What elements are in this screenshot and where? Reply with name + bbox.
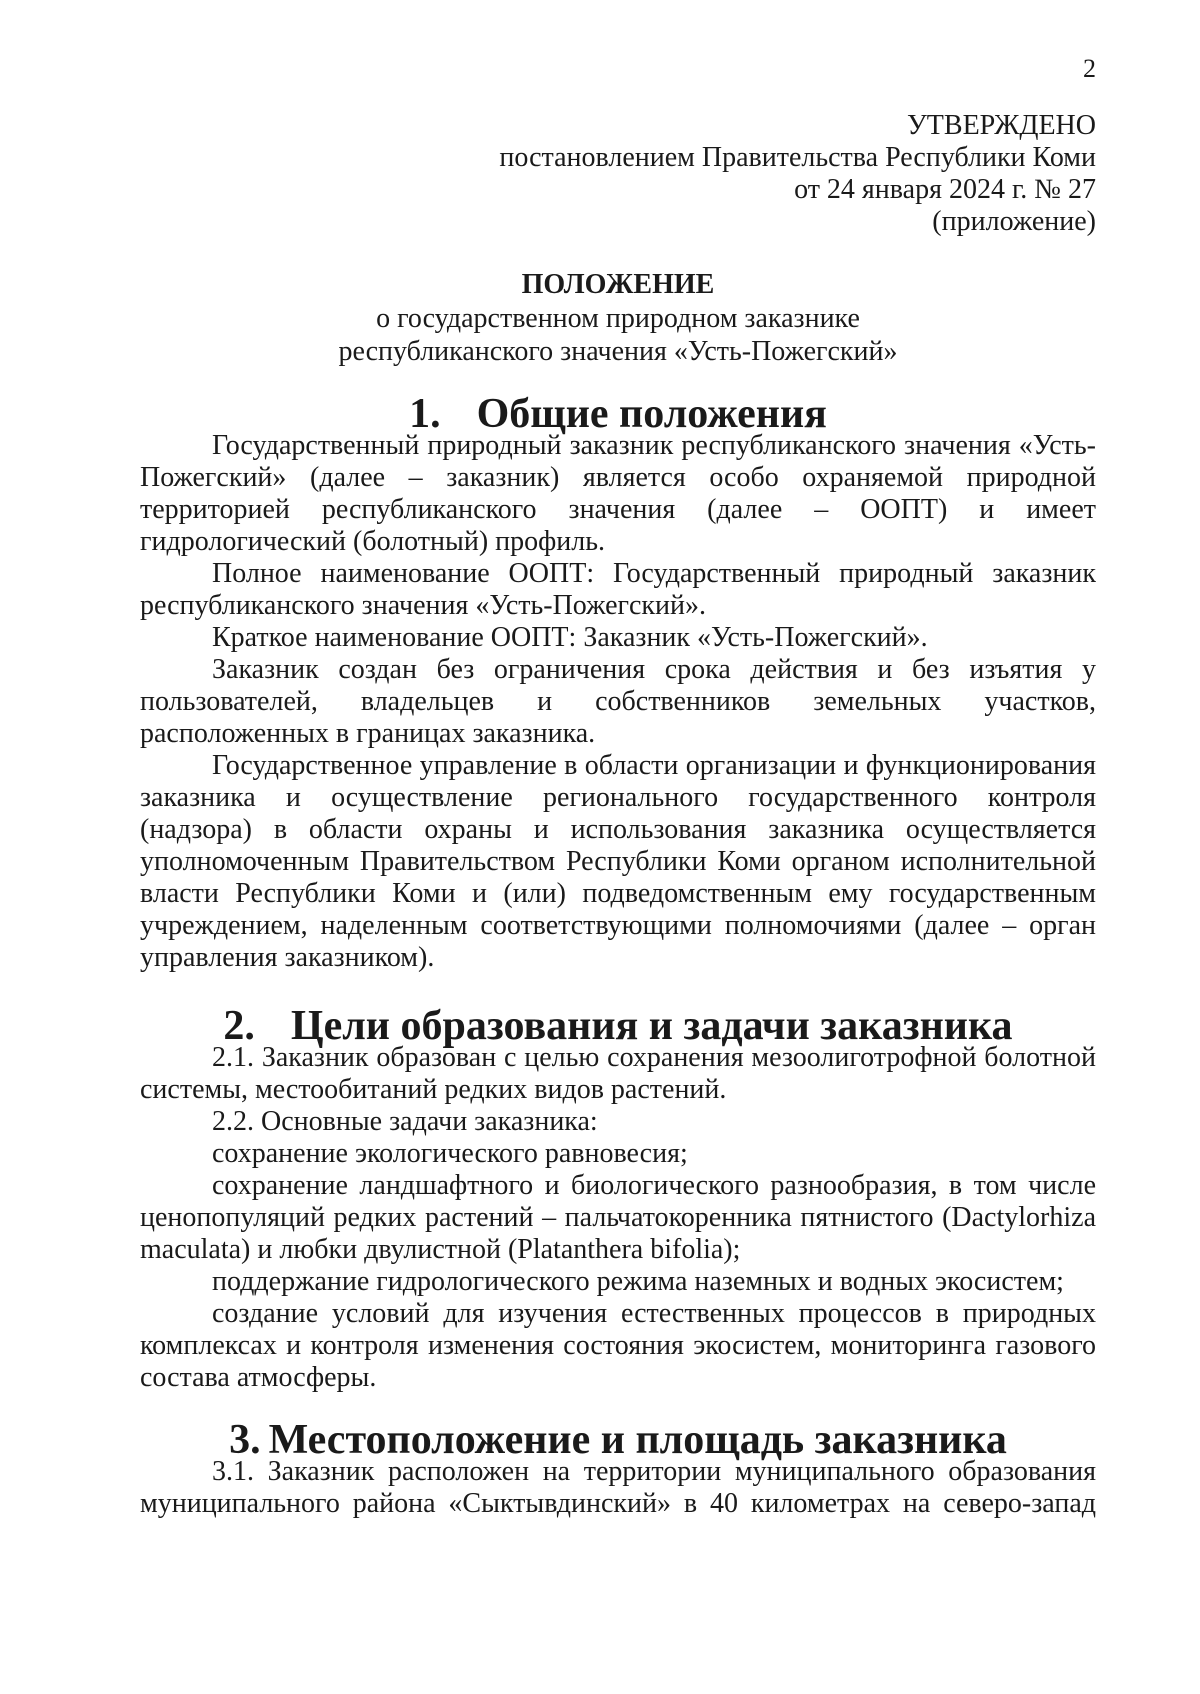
paragraph: 2.2. Основные задачи заказника: <box>212 1106 598 1137</box>
paragraph: Заказник создан без ограничения срока действия и без изъятия у пользователей, владельцев и собственников земельных участков, расположенных в границах заказника. <box>140 654 1096 749</box>
section-number: 1. <box>409 391 441 437</box>
paragraph: сохранение экологического равновесия; <box>212 1138 688 1169</box>
approval-block <box>396 110 1096 238</box>
section-heading <box>140 1417 1096 1463</box>
paragraph: 3.1. Заказник расположен на территории муниципального образования муниципального района «Сыктывдинский» в 40 километрах на северо-запад <box>140 1456 1096 1519</box>
approval-decree: постановлением Правительства Республики Коми <box>499 142 1096 173</box>
approval-date-number: от 24 января 2024 г. № 27 <box>794 174 1096 205</box>
section-heading <box>140 391 1096 437</box>
paragraph: Государственный природный заказник республиканского значения «Усть-Пожегский» (далее – заказник) является особо охраняемой природной территорией республиканского значения (далее – ООПТ) и имеет гидрологический (болотный) профиль. <box>140 430 1096 557</box>
document-title: ПОЛОЖЕНИЕ <box>521 269 715 300</box>
document-subtitle-line-2: республиканского значения «Усть-Пожегский» <box>338 336 898 367</box>
paragraph: сохранение ландшафтного и биологического разнообразия, в том числе ценопопуляций редких растений – пальчатокоренника пятнистого (Dactylorhiza maculata) и любки двулистной (Platanthera bifolia); <box>140 1170 1096 1265</box>
section-general-provisions <box>140 391 1096 974</box>
section-number: 3. <box>229 1417 261 1463</box>
section-location-and-area <box>140 1417 1096 1520</box>
section-title: Местоположение и площадь заказника <box>268 1417 1007 1463</box>
paragraph: Полное наименование ООПТ: Государственный природный заказник республиканского значения «Усть-Пожегский». <box>140 558 1096 621</box>
section-title: Общие положения <box>476 391 827 437</box>
paragraph: 2.1. Заказник образован с целью сохранения мезоолиготрофной болотной системы, местообитаний редких видов растений. <box>140 1042 1096 1105</box>
section-number: 2. <box>223 1003 255 1049</box>
page-number: 2 <box>1083 54 1096 83</box>
paragraph: поддержание гидрологического режима наземных и водных экосистем; <box>212 1266 1064 1297</box>
document-title-block <box>140 268 1096 368</box>
section-title: Цели образования и задачи заказника <box>290 1003 1013 1049</box>
paragraph: Государственное управление в области организации и функционирования заказника и осуществление регионального государственного контроля (надзора) в области охраны и использования заказника осуществляется уполномоченным Правительством Республики Коми органом исполнительной власти Республики Коми и (или) подведомственным ему государственным учреждением, наделенным соответствующими полномочиями (далее – орган управления заказником). <box>140 750 1096 973</box>
section-heading <box>140 1003 1096 1049</box>
approval-appendix: (приложение) <box>932 206 1096 237</box>
paragraph: Краткое наименование ООПТ: Заказник «Усть-Пожегский». <box>212 622 928 653</box>
document-subtitle-line-1: о государственном природном заказнике <box>376 303 860 334</box>
section-goals-and-tasks <box>140 1003 1096 1394</box>
approval-stamp: УТВЕРЖДЕНО <box>906 110 1096 141</box>
paragraph: создание условий для изучения естественных процессов в природных комплексах и контроля изменения состояния экосистем, мониторинга газового состава атмосферы. <box>140 1298 1096 1393</box>
